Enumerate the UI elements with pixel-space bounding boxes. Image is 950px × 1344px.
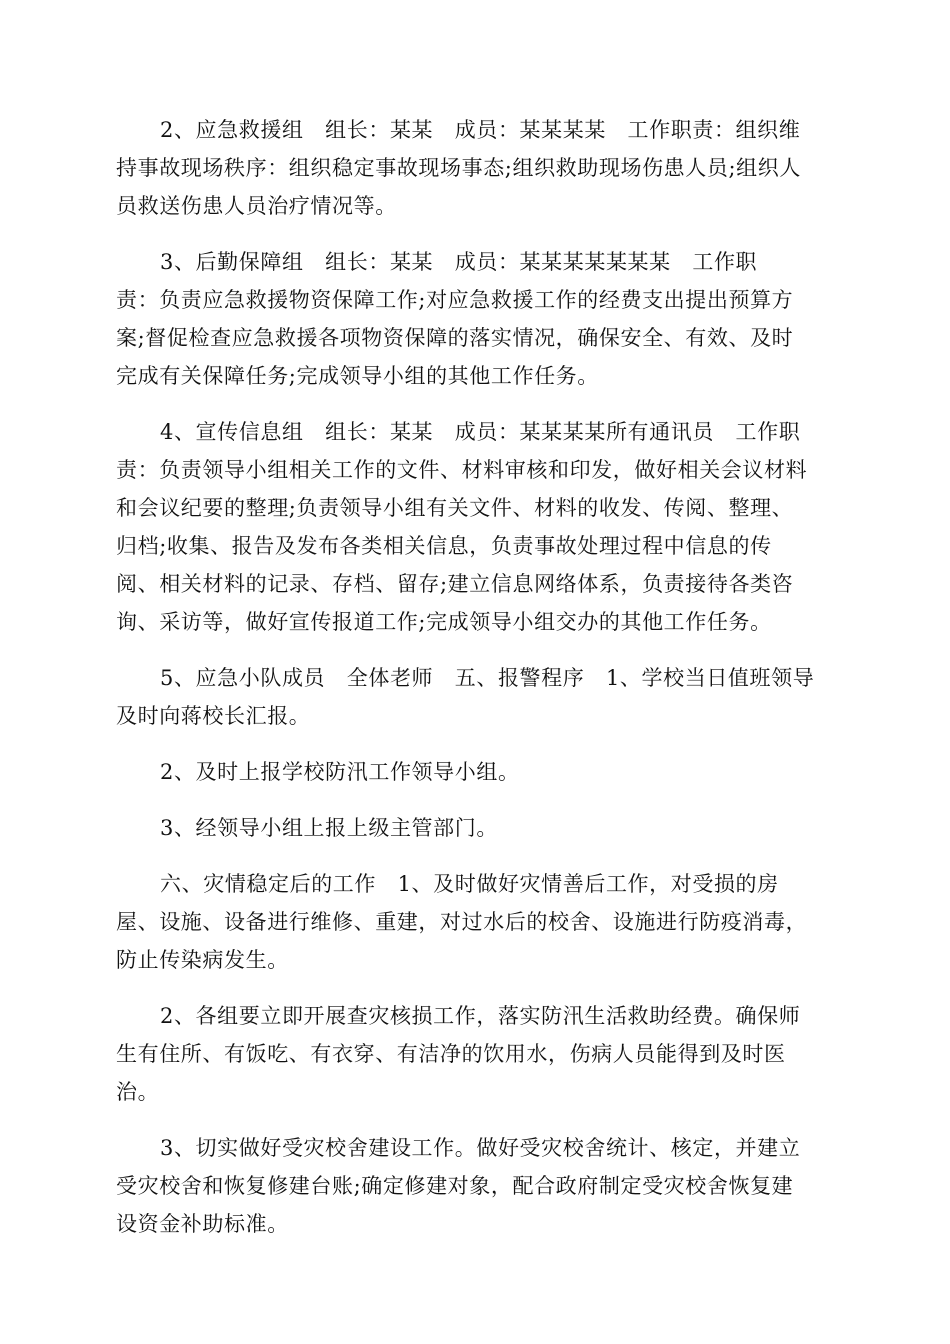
paragraph-report-superior — [116, 809, 836, 847]
paragraph-line: 完成有关保障任务;完成领导小组的其他工作任务。 — [116, 364, 599, 388]
paragraph-line: 防止传染病发生。 — [116, 948, 289, 972]
paragraph-line: 责：负责应急救援物资保障工作;对应急救援工作的经费支出提出预算方 — [116, 288, 794, 312]
paragraph-emergency-team-alarm — [116, 659, 836, 735]
paragraph-loss-assessment — [116, 997, 836, 1111]
paragraph-line: 案;督促检查应急救援各项物资保障的落实情况，确保安全、有效、及时 — [116, 326, 794, 350]
paragraph-line: 责：负责领导小组相关工作的文件、材料审核和印发，做好相关会议材料 — [116, 458, 808, 482]
paragraph-line: 2、各组要立即开展查灾核损工作，落实防汛生活救助经费。确保师 — [160, 1004, 801, 1028]
paragraph-post-disaster-work — [116, 865, 836, 979]
paragraph-line: 员救送伤患人员治疗情况等。 — [116, 194, 397, 218]
paragraph-line: 和会议纪要的整理;负责领导小组有关文件、材料的收发、传阅、整理、 — [116, 496, 794, 520]
paragraph-publicity-group — [116, 413, 836, 641]
paragraph-line: 归档;收集、报告及发布各类相关信息，负责事故处理过程中信息的传 — [116, 534, 772, 558]
paragraph-line: 3、后勤保障组 组长：某某 成员：某某某某某某某 工作职 — [160, 250, 758, 274]
paragraph-line: 4、宣传信息组 组长：某某 成员：某某某某所有通讯员 工作职 — [160, 420, 801, 444]
paragraph-line: 3、切实做好受灾校舍建设工作。做好受灾校舍统计、核定，并建立 — [160, 1136, 801, 1160]
paragraph-line: 生有住所、有饭吃、有衣穿、有洁净的饮用水，伤病人员能得到及时医 — [116, 1042, 786, 1066]
paragraph-line: 及时向蒋校长汇报。 — [116, 704, 311, 728]
document-body — [116, 111, 836, 1261]
paragraph-report-flood-group — [116, 753, 836, 791]
paragraph-logistics-group — [116, 243, 836, 395]
paragraph-line: 治。 — [116, 1080, 160, 1104]
paragraph-line: 2、及时上报学校防汛工作领导小组。 — [160, 760, 520, 784]
paragraph-line: 六、灾情稳定后的工作 1、及时做好灾情善后工作，对受损的房 — [160, 872, 779, 896]
paragraph-school-rebuild — [116, 1129, 836, 1243]
paragraph-line: 受灾校舍和恢复修建台账;确定修建对象，配合政府制定受灾校舍恢复建 — [116, 1174, 794, 1198]
paragraph-line: 屋、设施、设备进行维修、重建，对过水后的校舍、设施进行防疫消毒， — [116, 910, 808, 934]
paragraph-line: 询、采访等，做好宣传报道工作;完成领导小组交办的其他工作任务。 — [116, 610, 772, 634]
paragraph-line: 阅、相关材料的记录、存档、留存;建立信息网络体系，负责接待各类咨 — [116, 572, 794, 596]
paragraph-line: 3、经领导小组上报上级主管部门。 — [160, 816, 498, 840]
paragraph-line: 设资金补助标准。 — [116, 1212, 289, 1236]
paragraph-emergency-rescue-group — [116, 111, 836, 225]
paragraph-line: 持事故现场秩序：组织稳定事故现场事态;组织救助现场伤患人员;组织人 — [116, 156, 801, 180]
paragraph-line: 5、应急小队成员 全体老师 五、报警程序 1、学校当日值班领导 — [160, 666, 815, 690]
paragraph-line: 2、应急救援组 组长：某某 成员：某某某某 工作职责：组织维 — [160, 118, 801, 142]
